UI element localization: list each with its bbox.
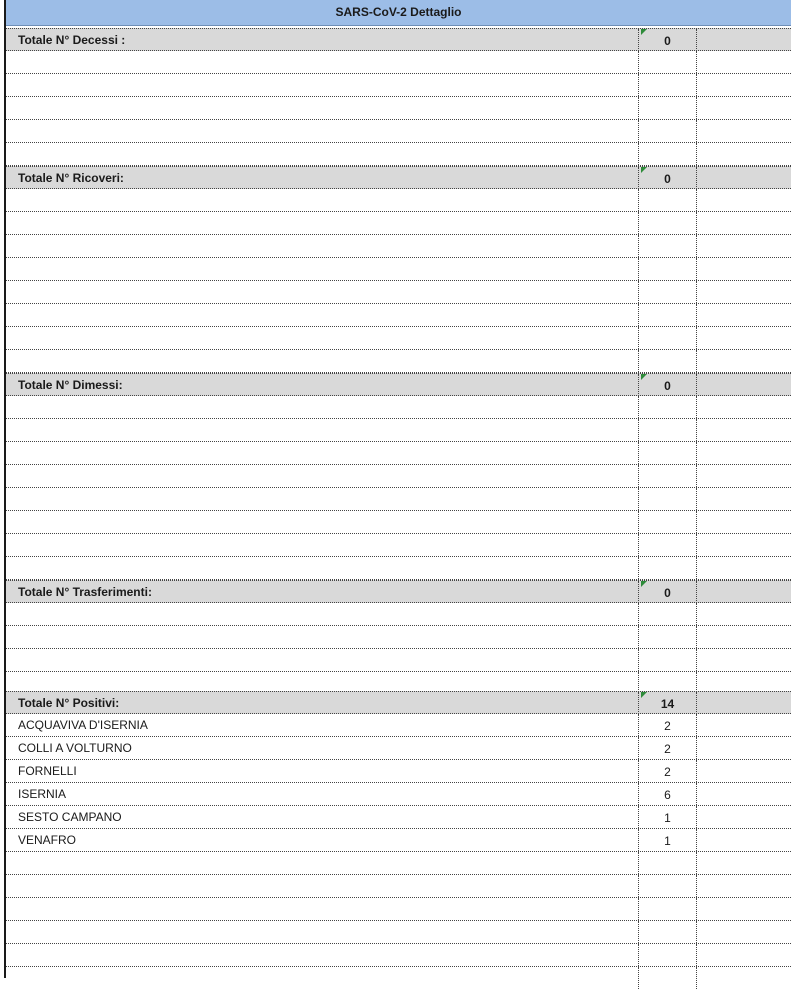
empty-cell[interactable] [638,189,696,211]
empty-cell[interactable] [638,465,696,487]
empty-cell[interactable] [696,258,791,280]
table-row[interactable] [6,97,791,120]
empty-cell[interactable] [638,649,696,671]
table-row[interactable] [6,783,791,806]
table-row[interactable] [6,350,791,373]
table-row[interactable] [6,603,791,626]
comment-indicator-icon [641,29,647,35]
empty-cell[interactable] [696,967,791,989]
empty-cell[interactable] [638,120,696,142]
empty-cell[interactable] [696,944,791,966]
empty-cell[interactable] [696,557,791,579]
empty-cell[interactable] [638,557,696,579]
empty-cell[interactable] [696,783,791,805]
comment-indicator-icon [641,692,647,698]
empty-cell[interactable] [638,258,696,280]
table-row[interactable] [6,626,791,649]
empty-cell[interactable] [638,898,696,920]
empty-cell[interactable] [696,442,791,464]
empty-cell[interactable] [696,374,791,396]
section-label: Totale N° Ricoveri: [18,171,124,185]
empty-cell[interactable] [638,921,696,943]
empty-cell[interactable] [696,212,791,234]
comune-name: SESTO CAMPANO [18,810,122,824]
table-row[interactable] [6,806,791,829]
empty-cell[interactable] [696,419,791,441]
section-header-positivi[interactable] [6,691,791,714]
comune-name: COLLI A VOLTURNO [18,741,132,755]
table-row[interactable] [6,304,791,327]
comment-indicator-icon [641,581,647,587]
table-row[interactable] [6,442,791,465]
table-row[interactable] [6,212,791,235]
empty-cell[interactable] [638,212,696,234]
table-row[interactable] [6,829,791,852]
table-row[interactable] [6,189,791,212]
table-row[interactable] [6,419,791,442]
section-label: Totale N° Decessi : [18,33,126,47]
empty-cell[interactable] [696,534,791,556]
empty-cell[interactable] [696,806,791,828]
table-row[interactable] [6,488,791,511]
empty-cell[interactable] [696,143,791,165]
empty-cell[interactable] [696,51,791,73]
empty-cell[interactable] [696,626,791,648]
table-row[interactable] [6,327,791,350]
table-row[interactable] [6,898,791,921]
comune-name: ISERNIA [18,787,67,801]
empty-cell[interactable] [638,967,696,989]
empty-cell[interactable] [638,875,696,897]
empty-cell[interactable] [696,396,791,418]
empty-cell[interactable] [696,898,791,920]
empty-cell[interactable] [638,626,696,648]
table-row[interactable] [6,760,791,783]
empty-cell[interactable] [638,327,696,349]
empty-cell[interactable] [638,603,696,625]
table-row[interactable] [6,649,791,672]
table-row[interactable] [6,465,791,488]
empty-cell[interactable] [696,737,791,759]
section-header-trasferimenti[interactable] [6,580,791,603]
comune-name: FORNELLI [18,764,77,778]
empty-cell[interactable] [696,74,791,96]
table-row[interactable] [6,258,791,281]
table-row[interactable] [6,852,791,875]
empty-cell[interactable] [696,120,791,142]
section-total[interactable]: 0 [638,167,696,189]
empty-cell[interactable] [696,714,791,736]
table-row[interactable] [6,967,791,990]
empty-cell[interactable] [696,281,791,303]
empty-cell[interactable] [638,944,696,966]
comune-count[interactable]: 1 [638,806,696,828]
empty-cell[interactable] [638,534,696,556]
table-row[interactable] [6,396,791,419]
empty-cell[interactable] [638,442,696,464]
empty-cell[interactable] [696,29,791,51]
section-header-decessi[interactable] [6,28,791,51]
section-label: Totale N° Positivi: [18,696,120,710]
empty-cell[interactable] [638,488,696,510]
table-row[interactable] [6,944,791,967]
section-header-dimessi[interactable] [6,373,791,396]
empty-cell[interactable] [638,74,696,96]
comune-count[interactable]: 1 [638,829,696,851]
empty-cell[interactable] [638,350,696,372]
empty-cell[interactable] [696,189,791,211]
comune-count[interactable]: 2 [638,737,696,759]
table-row[interactable] [6,534,791,557]
table-row[interactable] [6,557,791,580]
empty-cell[interactable] [638,51,696,73]
empty-cell[interactable] [696,167,791,189]
empty-cell[interactable] [638,143,696,165]
table-row[interactable] [6,714,791,737]
empty-cell[interactable] [696,603,791,625]
empty-cell[interactable] [638,97,696,119]
section-total[interactable]: 14 [638,692,696,714]
sheet-title: SARS-CoV-2 Dettaglio [6,0,791,26]
section-label: Totale N° Dimessi: [18,378,123,392]
section-total[interactable]: 0 [638,581,696,603]
empty-cell[interactable] [638,511,696,533]
empty-cell[interactable] [696,649,791,671]
table-row[interactable] [6,51,791,74]
empty-cell[interactable] [696,852,791,874]
empty-cell[interactable] [696,465,791,487]
table-row[interactable] [6,143,791,166]
empty-cell[interactable] [696,327,791,349]
empty-cell[interactable] [638,235,696,257]
empty-cell[interactable] [696,921,791,943]
empty-cell[interactable] [638,281,696,303]
table-row[interactable] [6,875,791,898]
empty-cell[interactable] [696,692,791,714]
table-row[interactable] [6,737,791,760]
comune-name: ACQUAVIVA D'ISERNIA [18,718,148,732]
empty-cell[interactable] [696,829,791,851]
section-header-ricoveri[interactable] [6,166,791,189]
comment-indicator-icon [641,167,647,173]
table-row[interactable] [6,120,791,143]
table-row[interactable] [6,235,791,258]
comune-name: VENAFRO [18,833,77,847]
table-row[interactable] [6,74,791,97]
section-label: Totale N° Trasferimenti: [18,585,152,599]
empty-cell[interactable] [696,350,791,372]
empty-cell[interactable] [696,760,791,782]
empty-cell[interactable] [638,304,696,326]
empty-cell[interactable] [696,488,791,510]
table-row[interactable] [6,511,791,534]
table-row[interactable] [6,921,791,944]
section-total[interactable]: 0 [638,29,696,51]
comune-count[interactable]: 6 [638,783,696,805]
empty-cell[interactable] [638,852,696,874]
empty-cell[interactable] [696,581,791,603]
comune-count[interactable]: 2 [638,760,696,782]
spreadsheet [4,0,791,978]
table-row[interactable] [6,281,791,304]
empty-cell[interactable] [696,511,791,533]
empty-cell[interactable] [638,419,696,441]
section-total[interactable]: 0 [638,374,696,396]
comment-indicator-icon [641,374,647,380]
comune-count[interactable]: 2 [638,714,696,736]
empty-cell[interactable] [696,97,791,119]
empty-cell[interactable] [696,875,791,897]
empty-cell[interactable] [696,304,791,326]
empty-cell[interactable] [696,235,791,257]
empty-cell[interactable] [638,396,696,418]
